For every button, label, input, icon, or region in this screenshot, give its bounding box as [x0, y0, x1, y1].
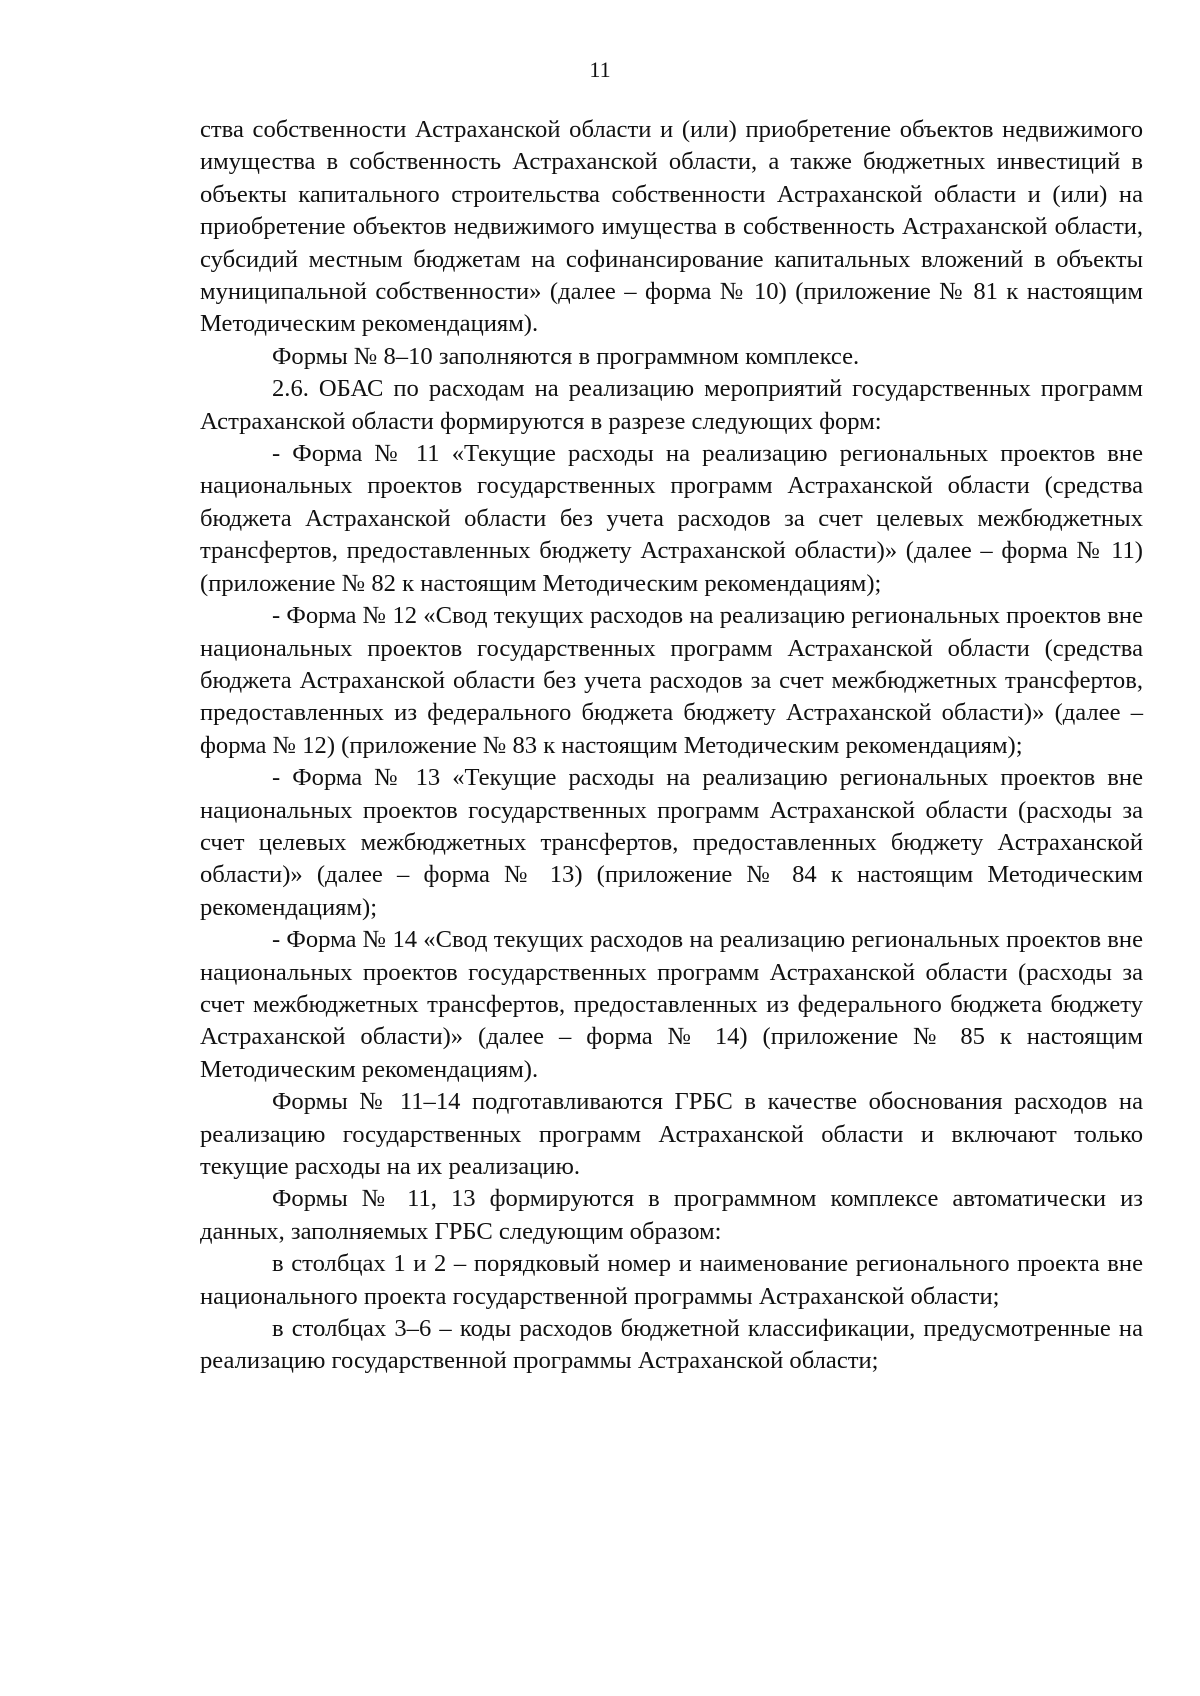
paragraph-form-10-continuation: ства собственности Астраханской области и (или) приобретение объектов недвижимого имущества в собственность Астраханской области, а также бюджетных инвестиций в объекты капитального строительства собственности Астраханской области и (или) на приобретение объектов недвижимого имущества в собственность Астраханской области, субсидий местным бюджетам на софинансирование капитальных вложений в объекты муниципальной собственности» (далее – форма № 10) (приложение № 81 к настоящим Методическим рекомендациям). [200, 116, 1143, 338]
paragraph-forms-11-13: Формы № 11, 13 формируются в программном комплексе автоматически из данных, заполняемых ГРБС следующим образом: [200, 1185, 1143, 1245]
paragraph-form-11: - Форма № 11 «Текущие расходы на реализацию региональных проектов вне национальных проектов государственных программ Астраханской области (средства бюджета Астраханской области без учета расходов за счет целевых межбюджетных трансфертов, предоставленных бюджету Астраханской области)» (далее – форма № 11) (приложение № 82 к настоящим Методическим рекомендациям); [200, 440, 1143, 597]
paragraph-forms-8-10: Формы № 8–10 заполняются в программном комплексе. [272, 342, 860, 370]
paragraph-form-14: - Форма № 14 «Свод текущих расходов на реализацию региональных проектов вне национальных проектов государственных программ Астраханской области (расходы за счет межбюджетных трансфертов, предоставленных из федерального бюджета бюджету Астраханской области)» (далее – форма № 14) (приложение № 85 к настоящим Методическим рекомендациям). [200, 926, 1143, 1083]
paragraph-form-12: - Форма № 12 «Свод текущих расходов на реализацию региональных проектов вне национальных проектов государственных программ Астраханской области (средства бюджета Астраханской области без учета расходов за счет межбюджетных трансфертов, предоставленных из федерального бюджета бюджету Астраханской области)» (далее – форма № 12) (приложение № 83 к настоящим Методическим рекомендациям); [200, 602, 1143, 759]
paragraph-columns-3-6: в столбцах 3–6 – коды расходов бюджетной классификации, предусмотренные на реализацию государственной программы Астраханской области; [200, 1315, 1143, 1375]
document-body [200, 114, 1143, 1378]
page-number: 11 [589, 57, 611, 82]
paragraph-columns-1-2: в столбцах 1 и 2 – порядковый номер и наименование регионального проекта вне национального проекта государственной программы Астраханской области; [200, 1250, 1143, 1310]
paragraph-form-13: - Форма № 13 «Текущие расходы на реализацию региональных проектов вне национальных проектов государственных программ Астраханской области (расходы за счет целевых межбюджетных трансфертов, предоставленных бюджету Астраханской области)» (далее – форма № 13) (приложение № 84 к настоящим Методическим рекомендациям); [200, 764, 1143, 921]
paragraph-forms-11-14: Формы № 11–14 подготавливаются ГРБС в качестве обоснования расходов на реализацию государственных программ Астраханской области и включают только текущие расходы на их реализацию. [200, 1088, 1143, 1180]
paragraph-section-2-6: 2.6. ОБАС по расходам на реализацию мероприятий государственных программ Астраханской области формируются в разрезе следующих форм: [200, 375, 1143, 435]
